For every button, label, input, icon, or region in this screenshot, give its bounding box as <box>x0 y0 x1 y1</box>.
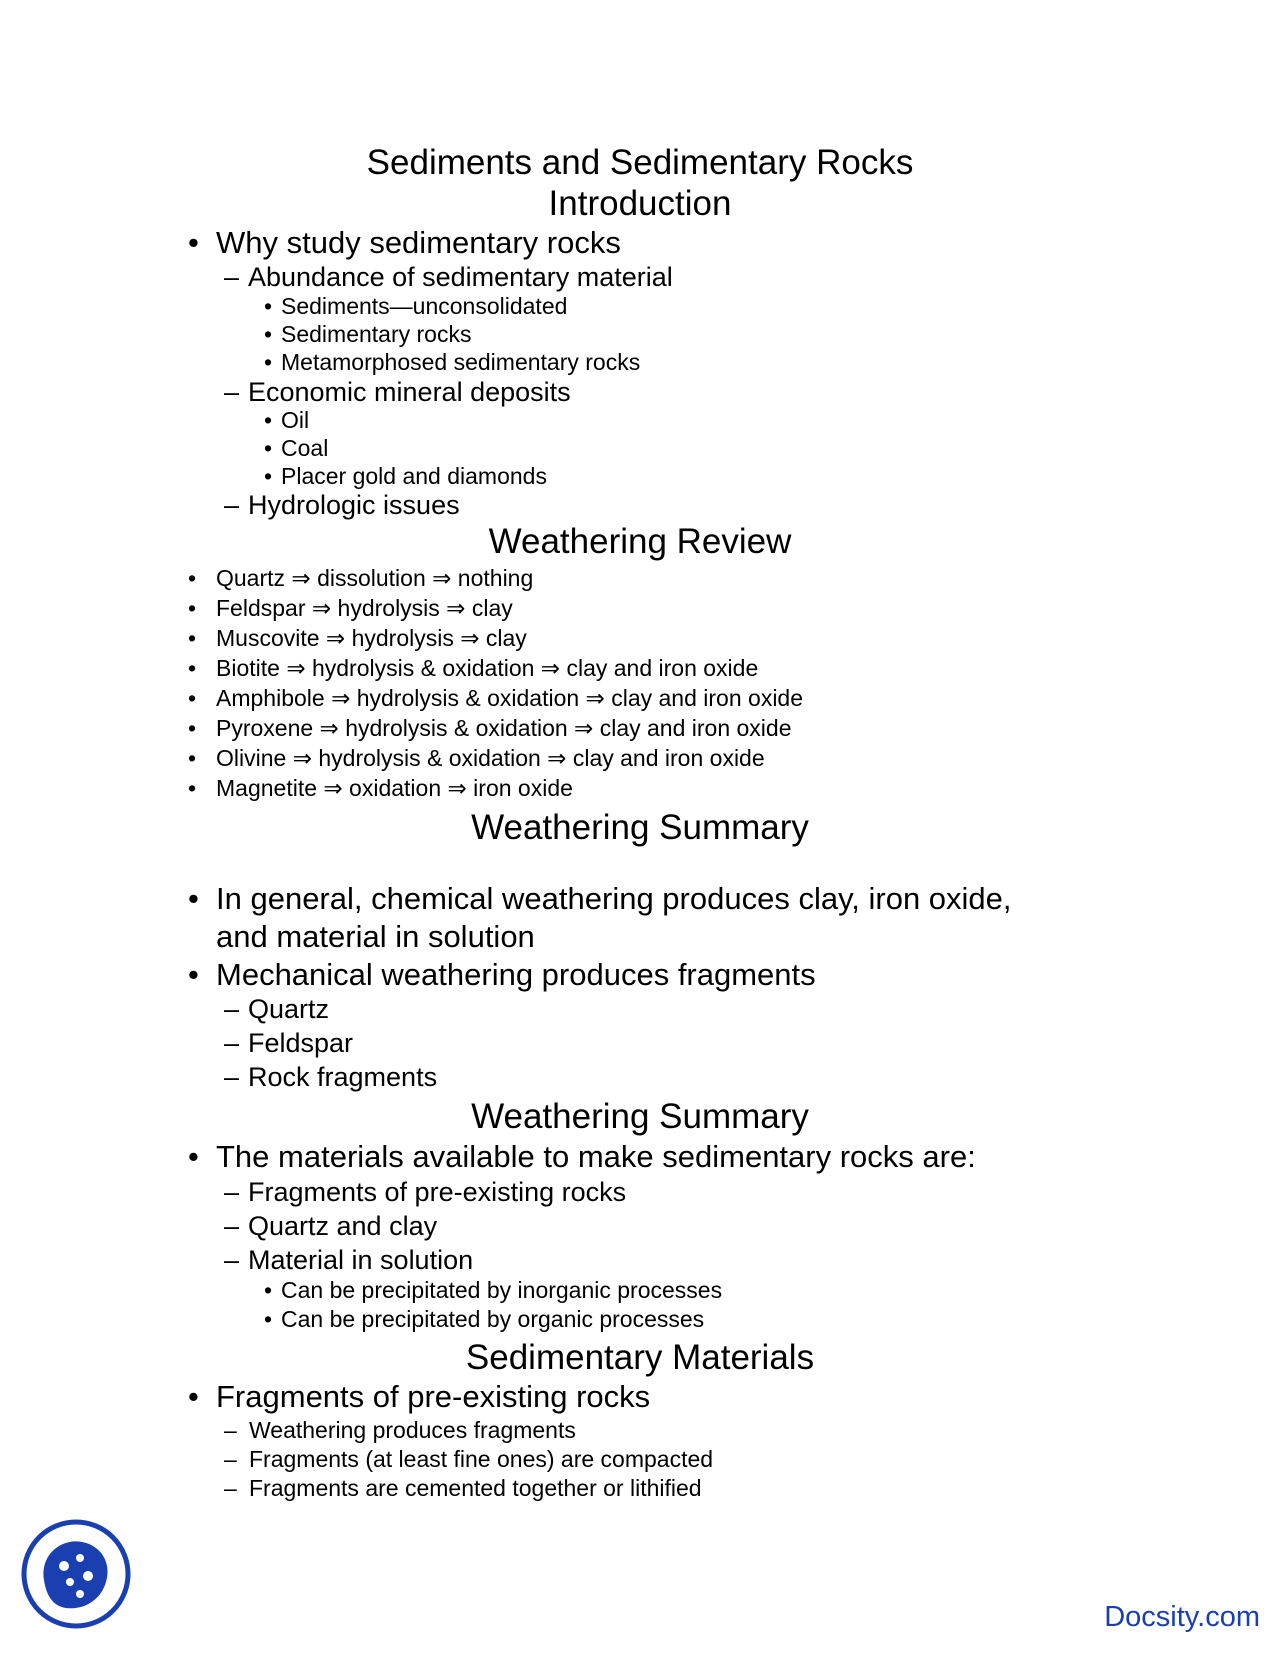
section-heading-weathering-summary: Weathering Summary <box>471 808 809 847</box>
section-heading-weathering-summary-2: Weathering Summary <box>471 1097 809 1136</box>
document-page: Sediments and Sedimentary Rocks Introduction • Why study sedimentary rocks – Abundance of sedimentary material • Sediments—unconsolidated • Sedimentary rocks • Metamorphosed sedimentary rocks – Economic mineral deposits • Oil • Coal • Placer gold and diamonds – Hydrologic issues Weathering Review • Quartz ⇒ dissolution ⇒ nothing • Feldspar ⇒ hydrolysis ⇒ clay • Muscovite ⇒ hydrolysis ⇒ clay • Biotite ⇒ hydrolysis & oxidation ⇒ clay and iron oxide • Amphibole ⇒ hydrolysis & oxidation ⇒ clay and iron oxide • Pyroxene ⇒ hydrolysis & oxidation ⇒ clay and iron oxide • Olivine ⇒ hydrolysis & oxidation ⇒ clay and iron oxide • Magnetite ⇒ oxidation ⇒ iron oxide Weathering Summary • In general, chemical weathering produces clay, iron oxide, and material in solution • Mechanical weathering produces fragments – Quartz – Feldspar – Rock fragments Weathering Summary • The materials available to make sedimentary rocks are: – Fragments of pre-existing rocks – Quartz and clay – Material in solution • Can be precipitated by inorganic processes • Can be precipitated by organic processes Sedimentary Materials • Fragments of pre-existing rocks – Weathering produces fragments – Fragments (at least fine ones) are compacted – Fragments are cemented together or lithified Docsity.com <box>0 0 1280 1656</box>
section-heading-weathering-review: Weathering Review <box>488 522 792 561</box>
section-heading-sedimentary-materials: Sedimentary Materials <box>465 1338 815 1377</box>
bullet-item-continuation: and material in solution <box>216 919 535 954</box>
docsity-logo-icon[interactable] <box>20 1518 132 1630</box>
docsity-brand-link[interactable]: Docsity.com <box>1104 1601 1260 1633</box>
section-heading-introduction: Introduction <box>548 184 732 223</box>
document-title: Sediments and Sedimentary Rocks <box>366 143 914 182</box>
